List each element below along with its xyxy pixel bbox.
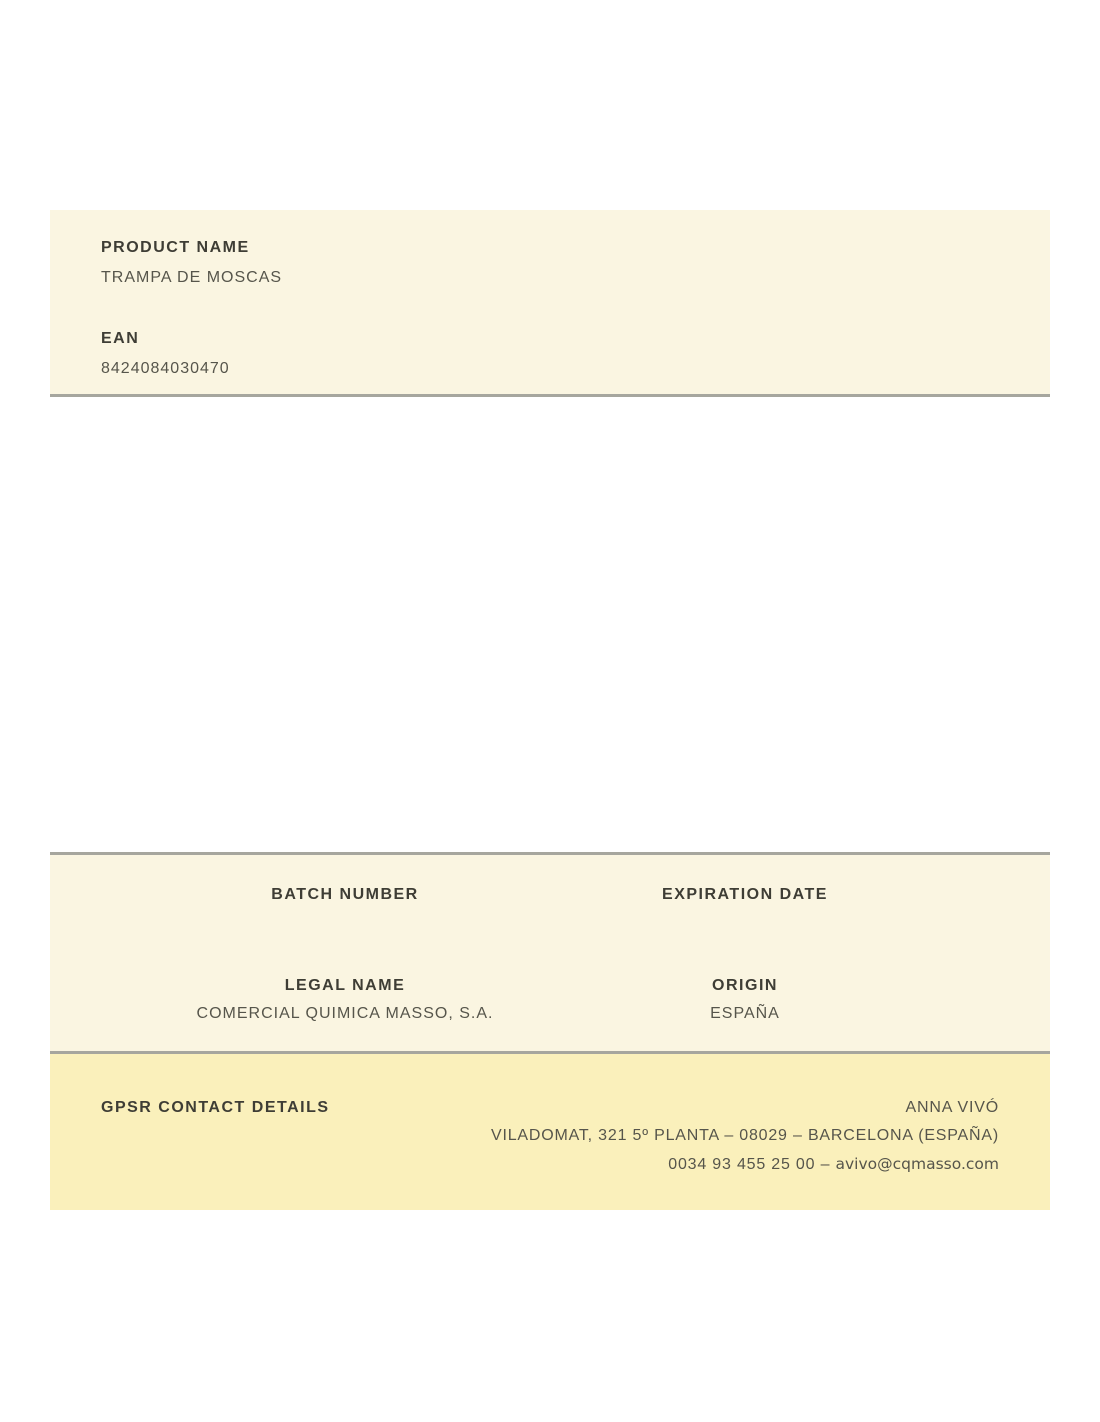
ean-label: EAN xyxy=(101,330,140,347)
contact-address: VILADOMAT, 321 5º PLANTA – 08029 – BARCELONA (ESPAÑA) xyxy=(490,1127,999,1144)
legal-name-label: LEGAL NAME xyxy=(284,977,406,994)
product-name-label: PRODUCT NAME xyxy=(101,239,250,256)
expiration-origin-column xyxy=(545,885,945,1051)
legal-name-field xyxy=(145,976,545,1024)
ean-value: 8424084030470 xyxy=(101,360,230,377)
origin-value: ESPAÑA xyxy=(710,1005,780,1022)
batch-number-value xyxy=(145,913,545,933)
product-name-value: TRAMPA DE MOSCAS xyxy=(101,269,283,286)
batch-number-field xyxy=(145,885,545,933)
batch-legal-column xyxy=(145,885,545,1051)
gpsr-contact-block xyxy=(330,1094,999,1179)
batch-origin-panel xyxy=(50,852,1050,1054)
origin-label: ORIGIN xyxy=(712,977,778,994)
legal-name-value: COMERCIAL QUIMICA MASSO, S.A. xyxy=(196,1005,494,1022)
product-ean-panel xyxy=(50,210,1050,397)
origin-field xyxy=(545,976,945,1024)
expiration-date-field xyxy=(545,885,945,933)
gpsr-heading: GPSR CONTACT DETAILS xyxy=(101,1099,330,1116)
expiration-date-label: EXPIRATION DATE xyxy=(662,886,828,903)
expiration-date-value xyxy=(545,913,945,933)
contact-name: ANNA VIVÓ xyxy=(905,1099,999,1116)
product-name-field xyxy=(101,238,999,288)
ean-field xyxy=(101,329,999,379)
batch-number-label: BATCH NUMBER xyxy=(271,886,419,903)
contact-phone: 0034 93 455 25 00 – xyxy=(668,1156,836,1173)
gpsr-panel xyxy=(50,1054,1050,1210)
contact-email: avivo@cqmasso.com xyxy=(835,1155,999,1173)
contact-phone-line xyxy=(330,1150,999,1179)
